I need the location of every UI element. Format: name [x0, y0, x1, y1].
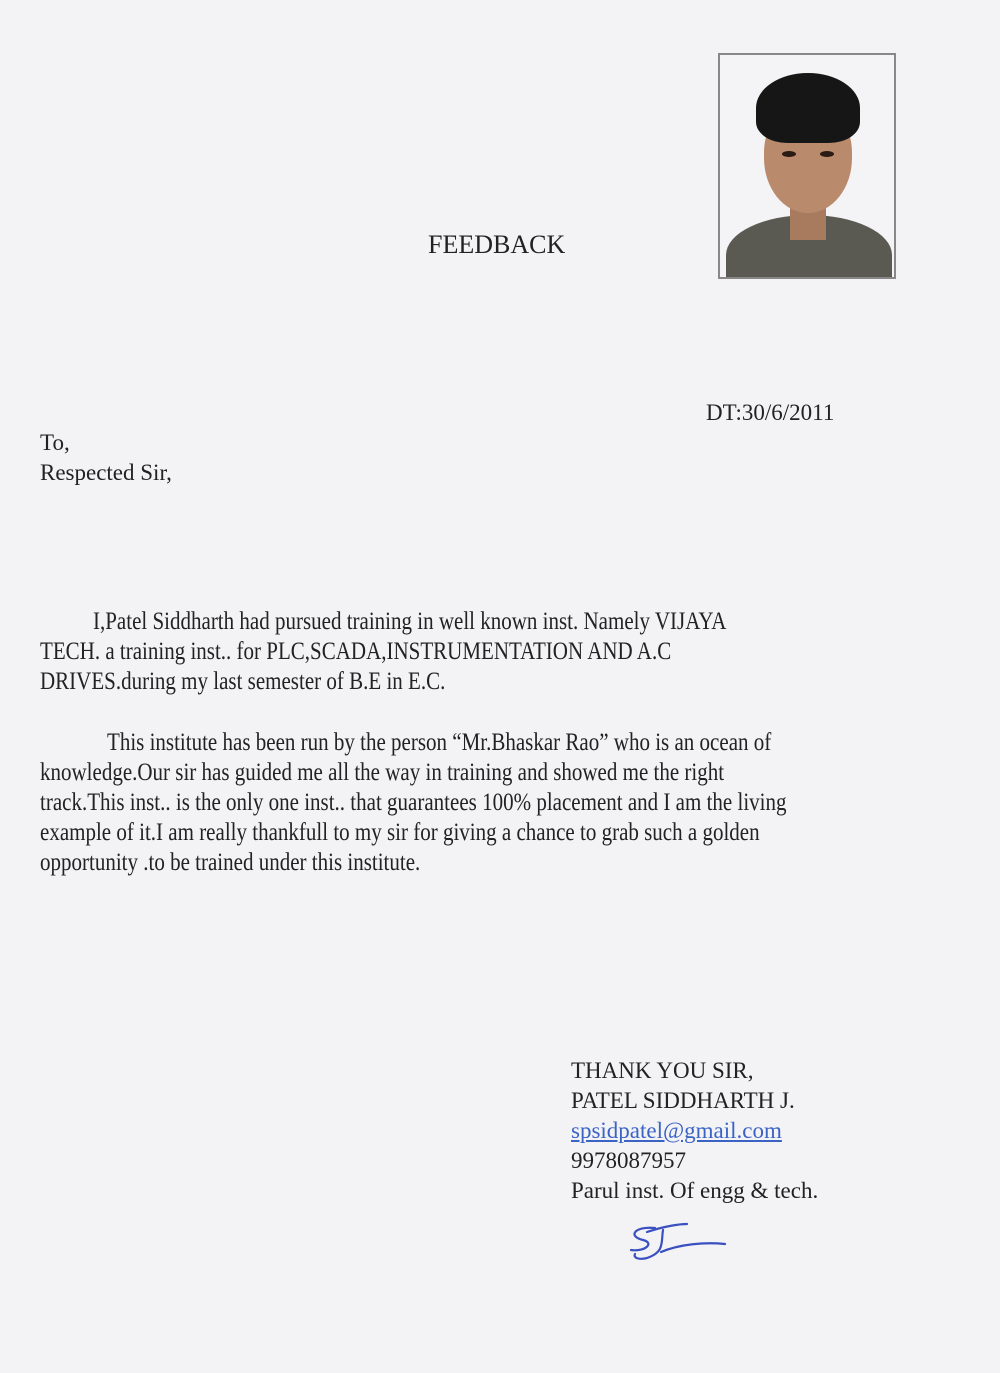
paragraph1-line: DRIVES.during my last semester of B.E in E.C.: [40, 668, 446, 695]
paragraph2-line: track.This inst.. is the only one inst.. that guarantees 100% placement and I am the living: [40, 789, 787, 816]
salutation-to: To,: [40, 430, 70, 455]
page-title: FEEDBACK: [428, 230, 566, 259]
paragraph1-line: TECH. a training inst.. for PLC,SCADA,INSTRUMENTATION AND A.C: [40, 638, 672, 665]
closing-thanks: THANK YOU SIR,: [571, 1058, 754, 1083]
paragraph2-line: example of it.I am really thankfull to my sir for giving a chance to grab such a golden: [40, 819, 760, 846]
sender-name: PATEL SIDDHARTH J.: [571, 1088, 795, 1113]
paragraph2-line: knowledge.Our sir has guided me all the way in training and showed me the right: [40, 759, 725, 786]
paragraph1-line: I,Patel Siddharth had pursued training in well known inst. Namely VIJAYA: [93, 608, 727, 635]
email-link[interactable]: spsidpatel@gmail.com: [571, 1118, 782, 1143]
phone-number: 9978087957: [571, 1148, 686, 1173]
passport-photo: [718, 53, 896, 279]
paragraph2-line: opportunity .to be trained under this institute.: [40, 849, 421, 876]
institute: Parul inst. Of engg & tech.: [571, 1178, 819, 1203]
salutation-sir: Respected Sir,: [40, 460, 172, 485]
paragraph2-line: This institute has been run by the person “Mr.Bhaskar Rao” who is an ocean of: [107, 729, 772, 756]
signature: [625, 1218, 735, 1268]
date: DT:30/6/2011: [706, 400, 835, 425]
